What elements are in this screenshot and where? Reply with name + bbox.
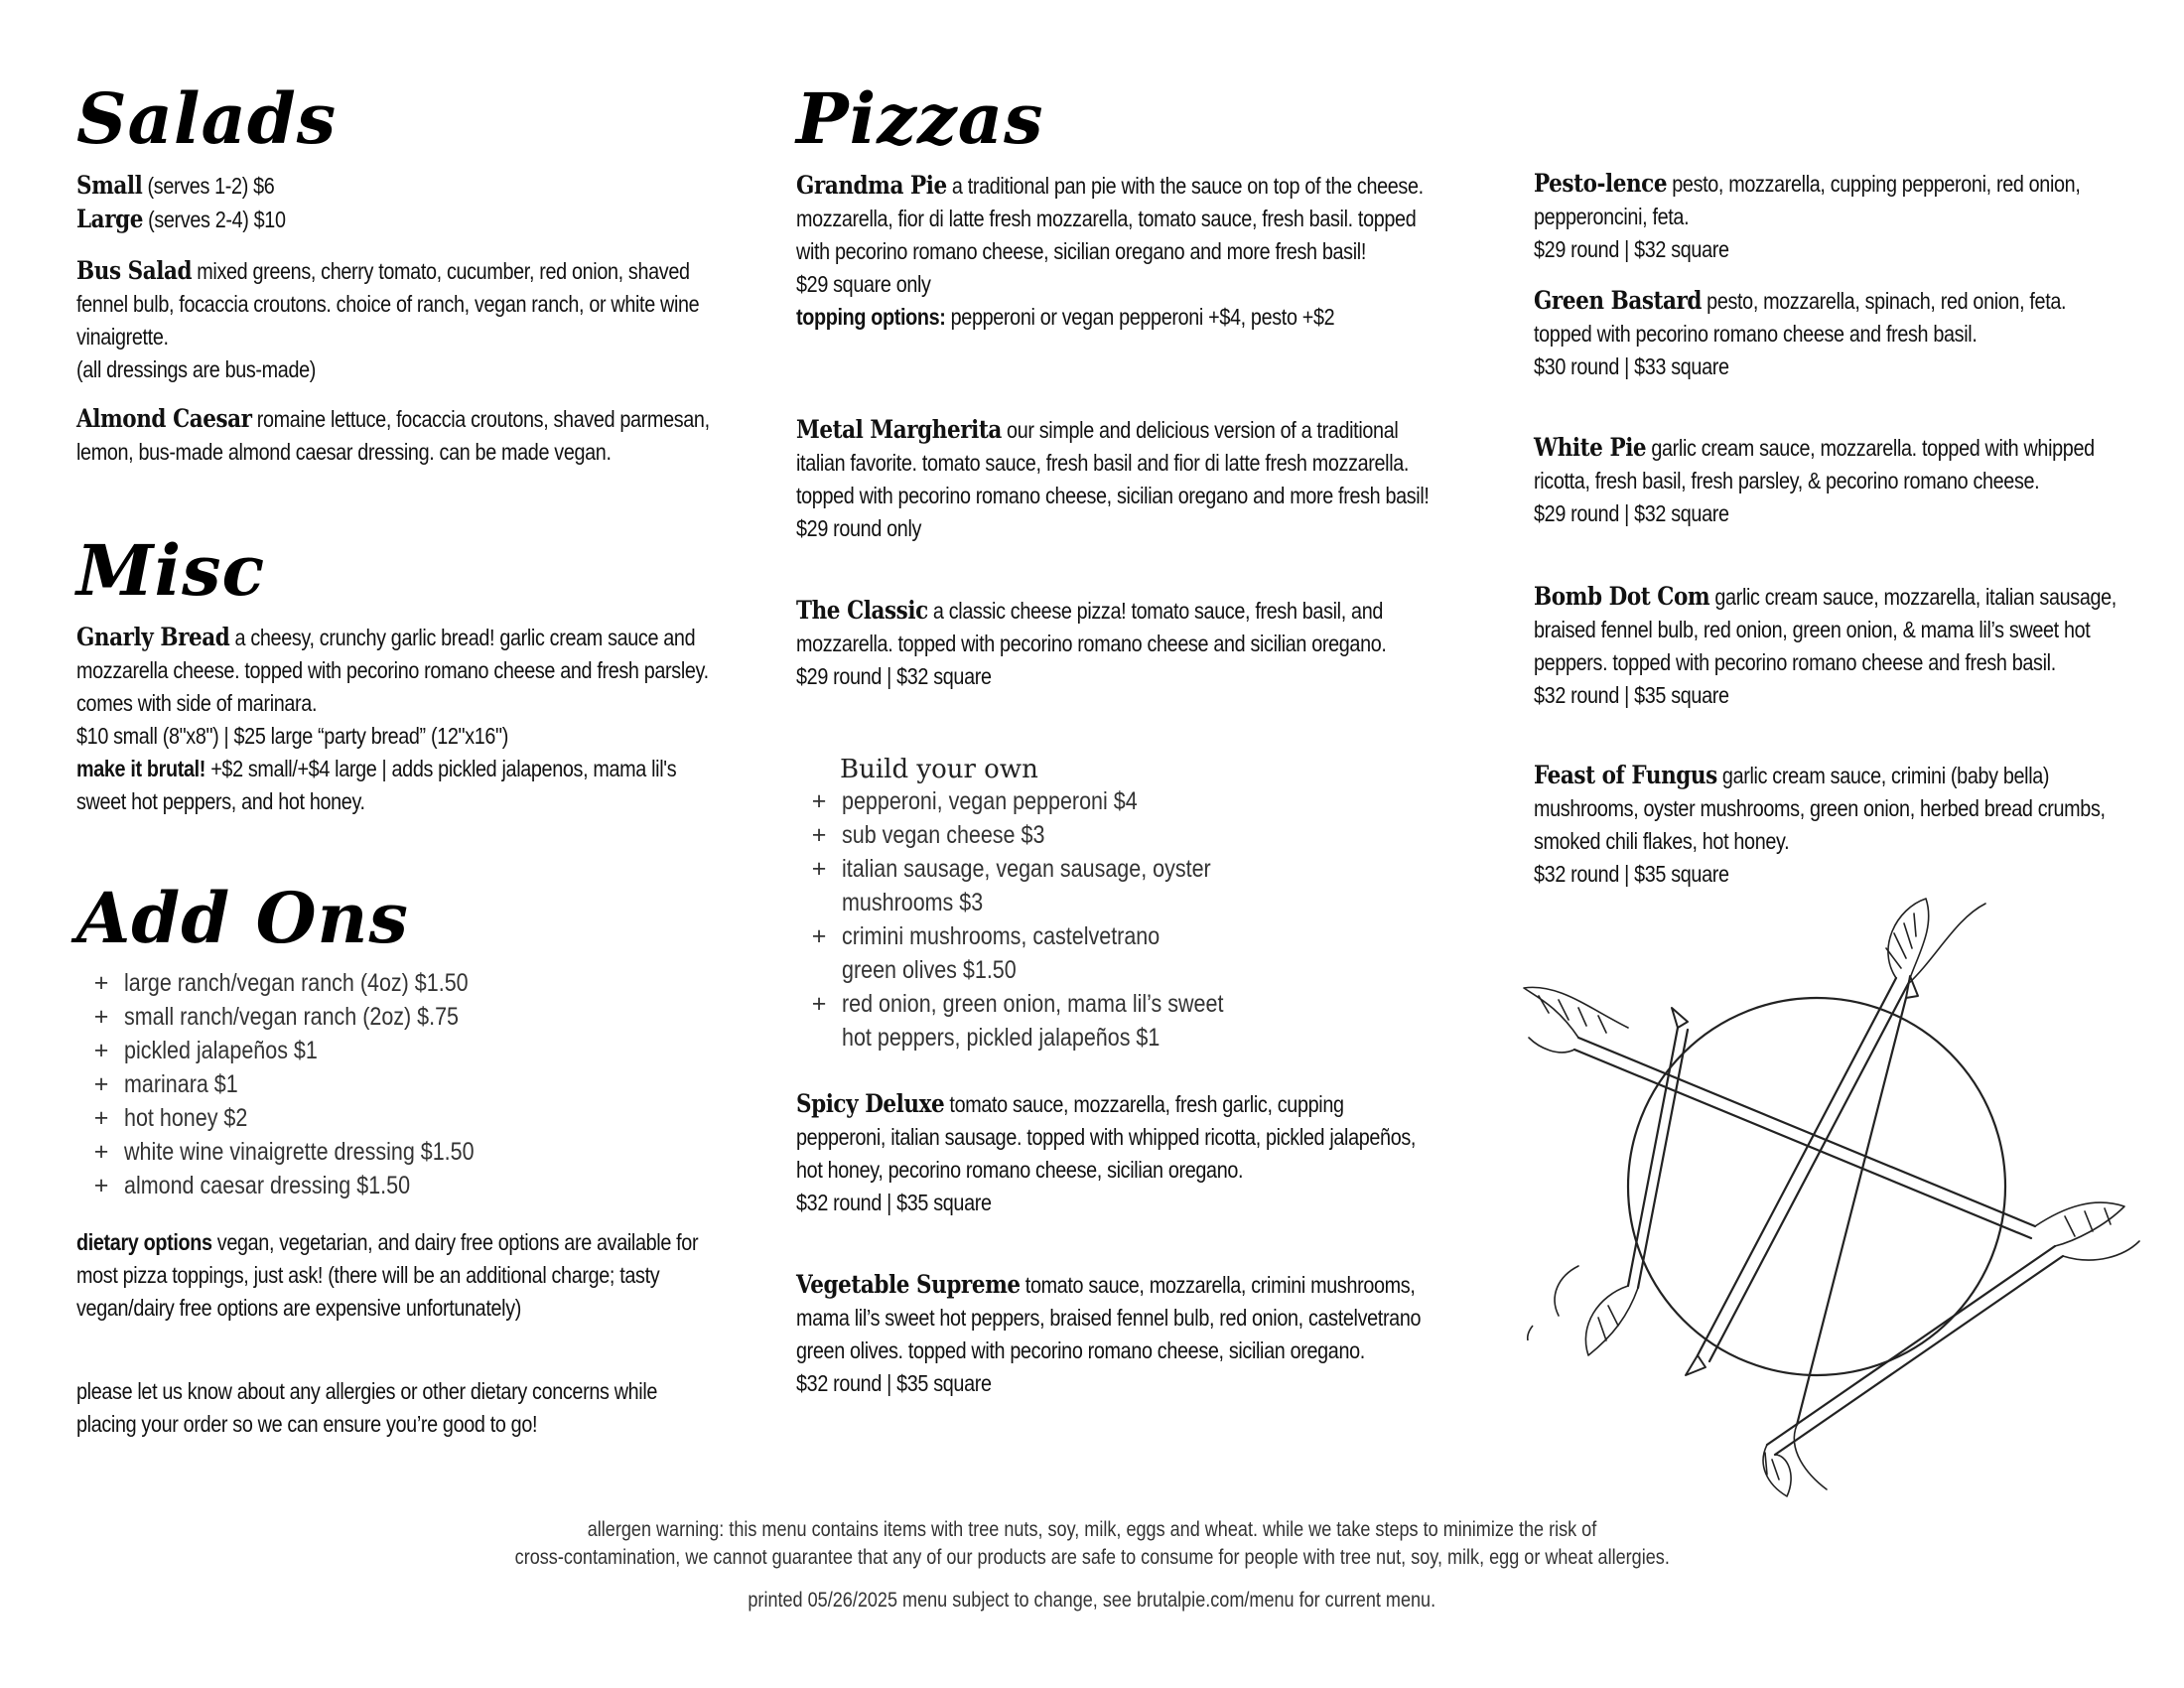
vegetable-supreme-desc: tomato sauce, mozzarella, crimini mushrooms, mama lil’s sweet hot peppers, braised fennel bulb, red onion, castelvetrano green olives. topped with pecorino romano cheese, sicilian oregano. xyxy=(796,1272,1422,1363)
pesto-lence-item xyxy=(1534,167,2128,266)
almond-caesar-desc: romaine lettuce, focaccia croutons, shaved parmesan, lemon, bus-made almond caesar dressing. can be made vegan. xyxy=(76,406,710,465)
vegetable-supreme-item xyxy=(796,1268,1430,1400)
build-your-own xyxy=(796,755,1432,1055)
plus-icon: + xyxy=(811,821,827,849)
build-your-own-title: Build your own xyxy=(840,755,1038,784)
bus-salad-desc: mixed greens, cherry tomato, cucumber, red onion, shaved fennel bulb, focaccia croutons. choice of ranch, vegan ranch, or white wine vinaigrette. xyxy=(76,258,700,350)
brutal-upgrade-label: make it brutal! xyxy=(76,756,206,781)
bomb-dot-com-name: Bomb Dot Com xyxy=(1534,582,1710,611)
gnarly-bread-desc: a cheesy, crunchy garlic bread! garlic cream sauce and mozzarella cheese. topped with pecorino romano cheese and fresh parsley. xyxy=(76,625,709,683)
the-classic-desc: a classic cheese pizza! tomato sauce, fresh basil, and mozzarella. topped with pecorino romano cheese and sicilian oregano. xyxy=(796,598,1387,656)
size-large-name: Large xyxy=(76,205,143,233)
list-item: + hot honey $2 xyxy=(90,1101,686,1135)
gnarly-bread-side: comes with side of marinara. xyxy=(76,690,318,716)
feast-of-fungus-item xyxy=(1534,759,2128,891)
gnarly-bread-price: $10 small (8"x8") | $25 large “party bread” (12"x16") xyxy=(76,723,508,749)
allergen-warning xyxy=(0,1516,2184,1572)
printed-note xyxy=(0,1587,2184,1615)
printed-date-note: printed 05/26/2025 menu subject to change, see brutalpie.com/menu for current menu. xyxy=(748,1589,1436,1612)
spicy-deluxe-item xyxy=(796,1087,1430,1219)
plus-icon: + xyxy=(93,1172,109,1199)
addons-list xyxy=(90,966,686,1202)
metal-margherita-name: Metal Margherita xyxy=(796,415,1002,444)
addons-heading: Add Ons xyxy=(76,877,409,959)
plus-icon: + xyxy=(93,969,109,997)
grandma-pie-name: Grandma Pie xyxy=(796,171,947,200)
green-bastard-price: $30 round | $33 square xyxy=(1534,353,1729,379)
bomb-dot-com-price: $32 round | $35 square xyxy=(1534,682,1729,708)
pesto-lence-desc: pesto, mozzarella, cupping pepperoni, red onion, pepperoncini, feta. xyxy=(1534,171,2081,229)
green-bastard-desc: pesto, mozzarella, spinach, red onion, feta. topped with pecorino romano cheese and fresh basil. xyxy=(1534,288,2067,347)
misc-heading: Misc xyxy=(76,529,266,612)
list-item: + pickled jalapeños $1 xyxy=(90,1034,686,1067)
emblem-arrows xyxy=(1574,978,2063,1455)
plus-icon: + xyxy=(811,855,827,883)
size-small-name: Small xyxy=(76,171,143,200)
list-item: + sub vegan cheese $3 xyxy=(808,818,1364,852)
metal-margherita-price: $29 round only xyxy=(796,515,922,541)
pesto-lence-name: Pesto-lence xyxy=(1534,169,1668,198)
grandma-pie-item xyxy=(796,169,1430,334)
white-pie-price: $29 round | $32 square xyxy=(1534,500,1729,526)
dietary-desc: vegan, vegetarian, and dairy free options are available for most pizza toppings, just ask! (there will be an additional charge; tasty vegan/dairy free options are expensive unfortunately) xyxy=(76,1229,699,1321)
plus-icon: + xyxy=(93,1138,109,1166)
plus-icon: + xyxy=(93,1003,109,1031)
almond-caesar-name: Almond Caesar xyxy=(76,404,252,433)
almond-caesar-item xyxy=(76,402,710,469)
emblem-feathers xyxy=(1524,899,2139,1496)
bomb-dot-com-desc: garlic cream sauce, mozzarella, italian sausage, braised fennel bulb, red onion, green onion, & mama lil’s sweet hot peppers. topped with pecorino romano cheese and fresh basil. xyxy=(1534,584,2116,675)
brutal-upgrade-desc: +$2 small/+$4 large | adds pickled jalapenos, mama lil's sweet hot peppers, and hot honey. xyxy=(76,756,677,814)
list-item: + almond caesar dressing $1.50 xyxy=(90,1169,686,1202)
allergen-line-2: cross-contamination, we cannot guarantee that any of our products are safe to consume for people with tree nut, soy, milk, egg or wheat allergies. xyxy=(514,1546,1670,1569)
list-item: + crimini mushrooms, castelvetrano green olives $1.50 xyxy=(808,919,1364,987)
metal-margherita-item xyxy=(796,413,1430,545)
plus-icon: + xyxy=(93,1104,109,1132)
spicy-deluxe-name: Spicy Deluxe xyxy=(796,1089,945,1118)
white-pie-item xyxy=(1534,431,2128,530)
list-item: + marinara $1 xyxy=(90,1067,686,1101)
dietary-options xyxy=(76,1226,710,1325)
white-pie-name: White Pie xyxy=(1534,433,1647,462)
bus-salad-extra: (all dressings are bus-made) xyxy=(76,356,317,382)
metal-margherita-desc: our simple and delicious version of a traditional italian favorite. tomato sauce, fresh basil and fior di latte fresh mozzarella. topped with pecorino romano cheese, sicilian oregano and more fresh basil! xyxy=(796,417,1430,508)
list-item: + large ranch/vegan ranch (4oz) $1.50 xyxy=(90,966,686,1000)
pesto-lence-price: $29 round | $32 square xyxy=(1534,236,1729,262)
list-item: + italian sausage, vegan sausage, oyster mushrooms $3 xyxy=(808,852,1364,919)
grandma-pie-price: $29 square only xyxy=(796,271,931,297)
feast-of-fungus-price: $32 round | $35 square xyxy=(1534,861,1729,887)
spicy-deluxe-desc: tomato sauce, mozzarella, fresh garlic, cupping pepperoni, italian sausage. topped with whipped ricotta, pickled jalapeños, hot honey, pecorino romano cheese, sicilian oregano. xyxy=(796,1091,1417,1183)
list-item: + white wine vinaigrette dressing $1.50 xyxy=(90,1135,686,1169)
green-bastard-name: Green Bastard xyxy=(1534,286,1703,315)
allergen-line-1: allergen warning: this menu contains items with tree nuts, soy, milk, eggs and wheat. while we take steps to minimize the risk of xyxy=(587,1518,1597,1541)
build-your-own-list xyxy=(808,784,1364,1055)
list-item: + red onion, green onion, mama lil’s sweet hot peppers, pickled jalapeños $1 xyxy=(808,987,1364,1055)
salads-heading: Salads xyxy=(76,77,338,160)
plus-icon: + xyxy=(811,990,827,1018)
green-bastard-item xyxy=(1534,284,2128,383)
size-small-desc: (serves 1-2) $6 xyxy=(147,173,275,199)
gnarly-bread-name: Gnarly Bread xyxy=(76,623,230,651)
salad-sizes xyxy=(76,169,710,236)
allergy-note: please let us know about any allergies or other dietary concerns while placing your order so we can ensure you’re good to go! xyxy=(76,1378,658,1437)
the-classic-item xyxy=(796,594,1430,693)
bus-salad-item xyxy=(76,254,710,386)
the-classic-price: $29 round | $32 square xyxy=(796,663,992,689)
emblem-stroke-mark xyxy=(1528,1326,1533,1340)
vegetable-supreme-price: $32 round | $35 square xyxy=(796,1370,992,1396)
bus-salad-name: Bus Salad xyxy=(76,256,193,285)
topping-options-label: topping options: xyxy=(796,304,946,330)
dietary-label: dietary options xyxy=(76,1229,212,1255)
the-classic-name: The Classic xyxy=(796,596,928,625)
list-item: + small ranch/vegan ranch (2oz) $.75 xyxy=(90,1000,686,1034)
spicy-deluxe-price: $32 round | $35 square xyxy=(796,1190,992,1215)
bomb-dot-com-item xyxy=(1534,580,2128,712)
white-pie-desc: garlic cream sauce, mozzarella. topped with whipped ricotta, fresh basil, fresh parsley, & pecorino romano cheese. xyxy=(1534,435,2095,493)
arrows-pentagram-icon xyxy=(1519,889,2144,1504)
plus-icon: + xyxy=(811,787,827,815)
size-large-desc: (serves 2-4) $10 xyxy=(148,207,286,232)
list-item: + pepperoni, vegan pepperoni $4 xyxy=(808,784,1364,818)
plus-icon: + xyxy=(811,922,827,950)
gnarly-bread-item xyxy=(76,621,710,818)
plus-icon: + xyxy=(93,1070,109,1098)
feast-of-fungus-name: Feast of Fungus xyxy=(1534,761,1717,789)
vegetable-supreme-name: Vegetable Supreme xyxy=(796,1270,1021,1299)
topping-options-desc: pepperoni or vegan pepperoni +$4, pesto +$2 xyxy=(950,304,1335,330)
plus-icon: + xyxy=(93,1037,109,1064)
feast-of-fungus-desc: garlic cream sauce, crimini (baby bella) mushrooms, oyster mushrooms, green onion, herbed bread crumbs, smoked chili flakes, hot honey. xyxy=(1534,763,2106,854)
grandma-pie-desc: a traditional pan pie with the sauce on top of the cheese. mozzarella, fior di latte fresh mozzarella, tomato sauce, fresh basil. topped with pecorino romano cheese, sicilian oregano and more fresh basil! xyxy=(796,173,1424,264)
pizzas-heading: Pizzas xyxy=(796,77,1044,160)
